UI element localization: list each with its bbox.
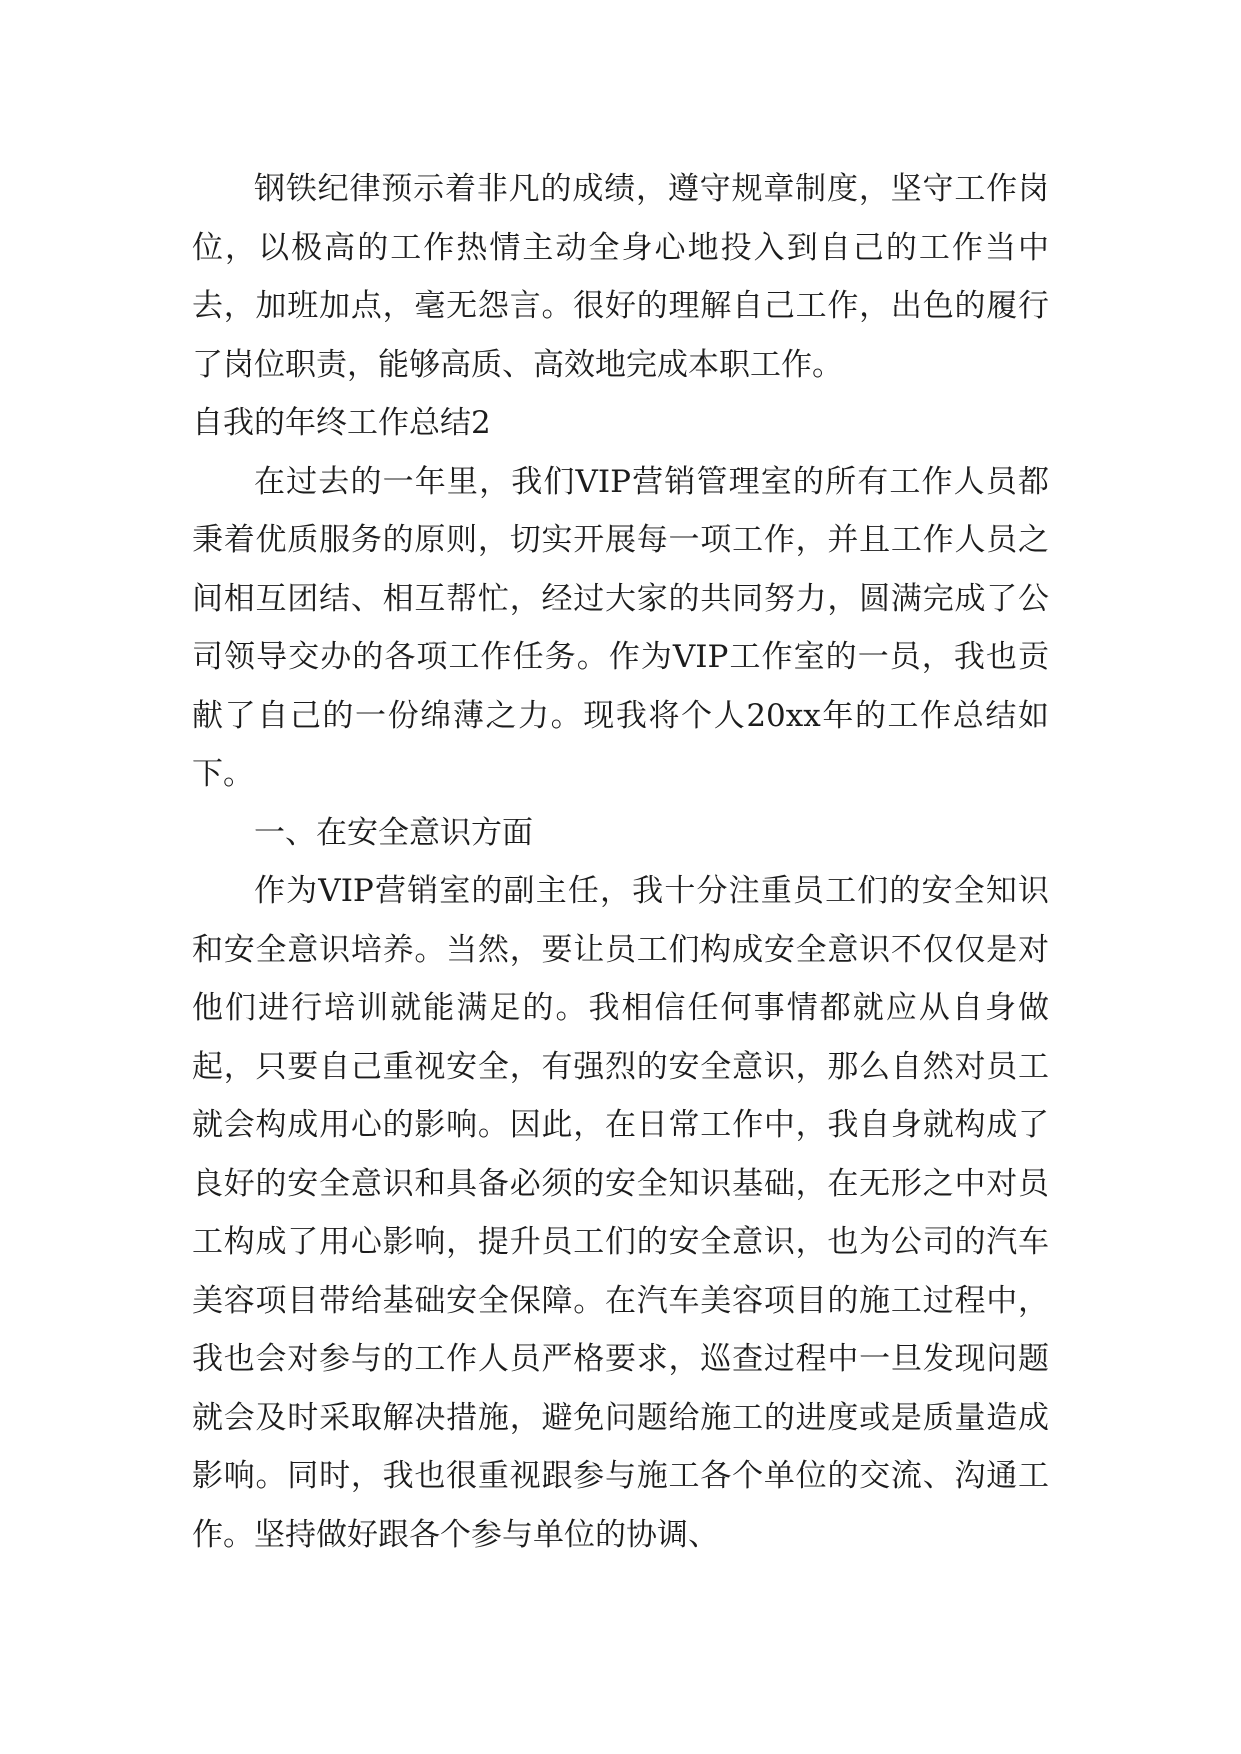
section-subheading: 一、在安全意识方面 <box>254 814 533 851</box>
section-title: 自我的年终工作总结2 <box>192 405 491 441</box>
document-body <box>192 160 1049 1564</box>
paragraph-safety: 作为VIP营销室的副主任，我十分注重员工们的安全知识和安全意识培养。当然，要让员工们构成安全意识不仅仅是对他们进行培训就能满足的。我相信任何事情都就应从自身做起，只要自己重视安全，有强烈的安全意识，那么自然对员工就会构成用心的影响。因此，在日常工作中，我自身就构成了良好的安全意识和具备必须的安全知识基础，在无形之中对员工构成了用心影响，提升员工们的安全意识，也为公司的汽车美容项目带给基础安全保障。在汽车美容项目的施工过程中，我也会对参与的工作人员严格要求，巡查过程中一旦发现问题就会及时采取解决措施，避免问题给施工的进度或是质量造成影响。同时，我也很重视跟参与施工各个单位的交流、沟通工作。坚持做好跟各个参与单位的协调、 <box>192 873 1049 1553</box>
paragraph-intro: 在过去的一年里，我们VIP营销管理室的所有工作人员都秉着优质服务的原则，切实开展每一项工作，并且工作人员之间相互团结、相互帮忙，经过大家的共同努力，圆满完成了公司领导交办的各项工作任务。作为VIP工作室的一员，我也贡献了自己的一份绵薄之力。现我将个人20xx年的工作总结如下。 <box>192 463 1049 792</box>
paragraph-closing: 钢铁纪律预示着非凡的成绩，遵守规章制度，坚守工作岗位，以极高的工作热情主动全身心地投入到自己的工作当中去，加班加点，毫无怨言。很好的理解自己工作，出色的履行了岗位职责，能够高质、高效地完成本职工作。 <box>192 171 1049 383</box>
